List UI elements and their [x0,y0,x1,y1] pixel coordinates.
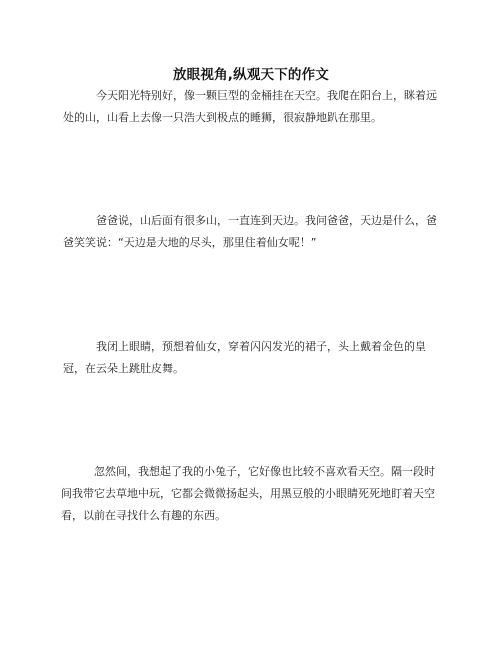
paragraph-1: 今天阳光特别好，像一颗巨型的金桶挂在天空。我爬在阳台上，眯着远处的山，山看上去像一只浩大到极点的睡狮，很寂静地趴在那里。 [63,89,437,124]
paragraph-2: 爸爸说，山后面有很多山，一直连到天边。我问爸爸，天边是什么，爸爸笑笑说：“天边是大地的尽头，那里住着仙女呢！” [63,214,437,249]
paragraph-4: 忽然间，我想起了我的小兔子，它好像也比较不喜欢看天空。隔一段时间我带它去草地中玩，它都会微微扬起头，用黑豆般的小眼睛死死地盯着天空看，以前在寻找什么有趣的东西。 [61,465,435,522]
paragraph-3: 我闭上眼睛，预想着仙女，穿着闪闪发光的裙子，头上戴着金色的皇冠，在云朵上跳肚皮舞。 [63,340,426,375]
document-title: 放眼视角,纵观天下的作文 [172,67,330,83]
